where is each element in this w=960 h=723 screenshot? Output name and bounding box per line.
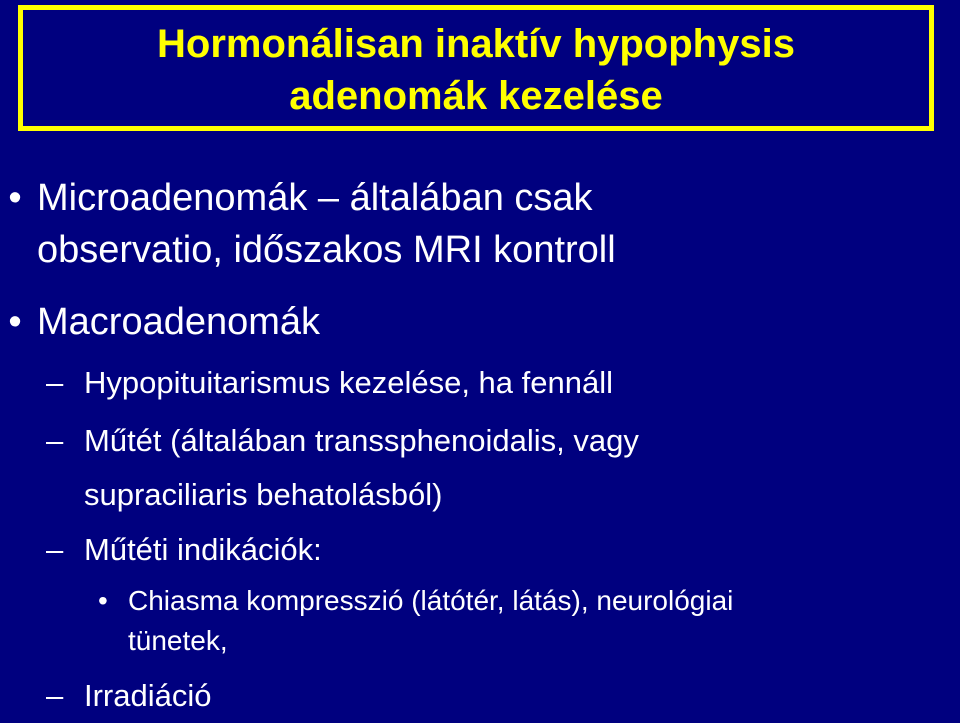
subbullet-text: [84, 414, 639, 522]
subbullet-text: Irradiáció: [84, 678, 212, 713]
subbullet-text: Hypopituitarismus kezelése, ha fennáll: [84, 365, 613, 400]
bullet-text: [37, 172, 616, 276]
subbullet-text: Műtéti indikációk:: [84, 532, 322, 567]
subsubbullet-text: [128, 581, 733, 661]
slide-title-line-2: adenomák kezelése: [289, 74, 663, 118]
bullet-dot-icon: •: [8, 177, 22, 219]
bullet-text-line-1: Microadenomák – általában csak: [37, 177, 593, 219]
dash-icon: –: [46, 365, 64, 400]
dash-icon: –: [46, 532, 64, 567]
bullet-dot-icon: •: [8, 301, 22, 343]
subbullet-text-line-1: Műtét (általában transsphenoidalis, vagy: [84, 423, 639, 458]
slide-title-box: [18, 5, 934, 131]
dash-icon: –: [46, 678, 64, 713]
subbullet-text-line-2: supraciliaris behatolásból): [84, 477, 443, 512]
bullet-text: Macroadenomák: [37, 301, 321, 343]
slide-title-line-1: Hormonálisan inaktív hypophysis: [157, 22, 795, 66]
dash-icon: –: [46, 423, 64, 458]
subsubbullet-text-line-1: Chiasma kompresszió (látótér, látás), neurológiai: [128, 585, 734, 616]
bullet-dot-icon: •: [98, 585, 108, 616]
subsubbullet-text-line-2: tünetek,: [128, 625, 228, 656]
bullet-text-line-2: observatio, időszakos MRI kontroll: [37, 229, 616, 271]
